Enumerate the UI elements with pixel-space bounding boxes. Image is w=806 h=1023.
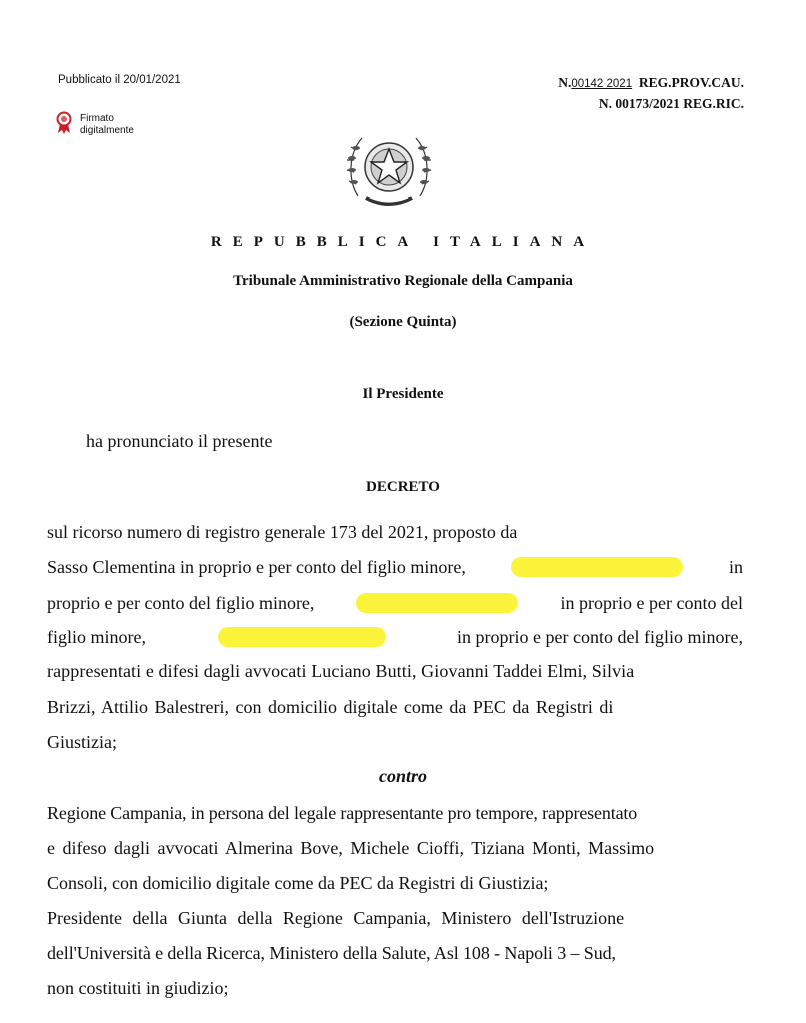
court-name: Tribunale Amministrativo Regionale della Campania	[233, 273, 573, 289]
body-text: figlio minore,	[47, 627, 146, 647]
case-references	[558, 73, 744, 113]
reg-prov-number: 00142 2021	[571, 78, 633, 90]
signature-label-line-1: Firmato	[80, 113, 114, 124]
body-line	[47, 557, 743, 578]
body-line	[47, 908, 743, 929]
body-text: in proprio e per conto del	[560, 593, 743, 613]
reg-prov-suffix: REG.PROV.CAU.	[638, 75, 744, 90]
digital-signature-seal-icon	[55, 111, 73, 135]
president-heading: Il Presidente	[362, 386, 444, 402]
body-text: Brizzi, Attilio Balestreri, con domicilio digitale come da PEC da Registri di	[47, 697, 614, 717]
body-text: rappresentati e difesi dagli avvocati Luciano Butti, Giovanni Taddei Elmi, Silvia	[47, 661, 635, 681]
reg-prov-line	[558, 73, 744, 94]
body-text: sul ricorso numero di registro generale 173 del 2021, proposto da	[47, 522, 518, 542]
signature-label-line-2: digitalmente	[80, 125, 134, 136]
body-text: proprio e per conto del figlio minore,	[47, 593, 315, 613]
digital-signature-label	[80, 113, 150, 137]
body-text: in proprio e per conto del figlio minore,	[457, 627, 743, 647]
body-line	[47, 732, 743, 753]
body-line	[47, 697, 743, 718]
body-line	[47, 873, 743, 894]
body-line	[47, 838, 743, 859]
body-text: dell'Università e della Ricerca, Ministero della Salute, Asl 108 - Napoli 3 – Sud,	[47, 943, 616, 963]
body-line	[47, 978, 743, 999]
body-line	[47, 593, 743, 614]
redaction-highlight	[356, 593, 518, 613]
redaction-highlight	[218, 627, 386, 647]
court-section: (Sezione Quinta)	[349, 314, 457, 330]
italian-republic-emblem-icon	[344, 124, 434, 216]
republic-heading: REPUBBLICA ITALIANA	[210, 234, 596, 250]
body-line	[47, 627, 743, 648]
intro-text: ha pronunciato il presente	[86, 431, 273, 451]
body-text: e difeso dagli avvocati Almerina Bove, Michele Cioffi, Tiziana Monti, Massimo	[47, 838, 655, 858]
body-text: Consoli, con domicilio digitale come da PEC da Registri di Giustizia;	[47, 873, 549, 893]
reg-prov-prefix: N.	[558, 75, 572, 90]
publication-date: Pubblicato il 20/01/2021	[58, 74, 181, 86]
reg-ric-line: N. 00173/2021 REG.RIC.	[598, 96, 744, 111]
body-line	[47, 803, 743, 824]
body-text: in	[728, 557, 743, 577]
body-line	[47, 522, 743, 543]
body-line	[47, 661, 743, 682]
contro-heading: contro	[378, 766, 427, 786]
redaction-highlight	[511, 557, 683, 577]
body-text: Giustizia;	[47, 732, 117, 752]
body-text: Presidente della Giunta della Regione Campania, Ministero dell'Istruzione	[47, 908, 625, 928]
body-line	[47, 943, 743, 964]
body-text: non costituiti in giudizio;	[47, 978, 229, 998]
decree-heading: DECRETO	[366, 479, 440, 495]
body-text: Regione Campania, in persona del legale rappresentante pro tempore, rappresentato	[47, 803, 638, 823]
body-text: Sasso Clementina in proprio e per conto del figlio minore,	[47, 557, 466, 577]
